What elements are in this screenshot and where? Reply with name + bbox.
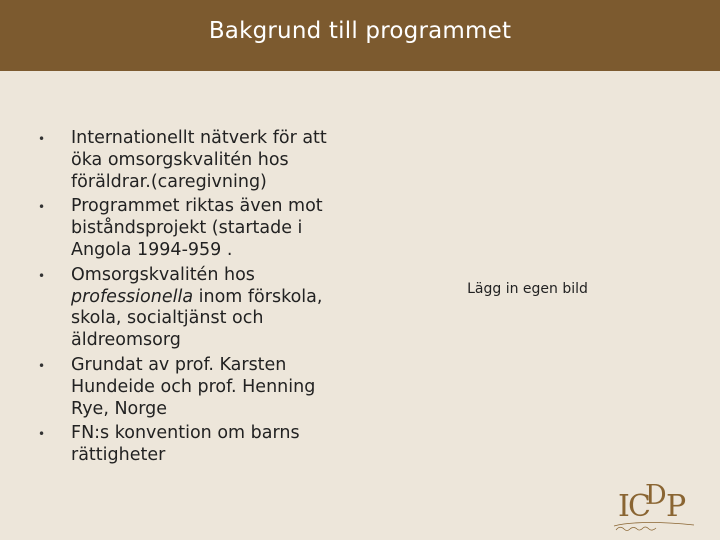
title-bar: [0, 0, 720, 71]
bullet-icon: •: [38, 200, 46, 215]
bullet-text: FN:s konvention om barns rättigheter: [71, 423, 300, 466]
svg-text:I: I: [618, 489, 630, 524]
bullet-item: [38, 423, 358, 467]
bullet-icon: •: [38, 268, 46, 283]
icdp-logo: [608, 478, 700, 534]
bullet-icon: •: [38, 132, 46, 146]
svg-text:P: P: [666, 489, 687, 524]
bullet-item: [38, 355, 358, 420]
image-placeholder[interactable]: Lägg in egen bild: [467, 281, 588, 297]
bullet-text: Omsorgskvalitén hos professionella inom förskola, skola, socialtjänst och äldreomsorg: [71, 264, 323, 351]
svg-text:C: C: [628, 489, 651, 524]
bullet-icon: •: [38, 358, 46, 373]
bullet-text: Programmet riktas även mot biståndsprojekt (startade i Angola 1994-959 .: [71, 196, 323, 260]
italic-emphasis: professionella: [71, 286, 194, 307]
bullet-item: [38, 128, 358, 193]
bullet-list: [38, 128, 358, 470]
bullet-icon: •: [38, 427, 46, 442]
svg-text:D: D: [645, 480, 667, 511]
bullet-item: [38, 196, 358, 261]
bullet-text: Grundat av prof. Karsten Hundeide och prof. Henning Rye, Norge: [71, 354, 316, 419]
bullet-text: Internationellt nätverk för att öka omsorgskvalitén hos föräldrar.(caregivning): [71, 128, 327, 192]
bullet-item: [38, 265, 358, 352]
slide-title: Bakgrund till programmet: [208, 18, 512, 44]
